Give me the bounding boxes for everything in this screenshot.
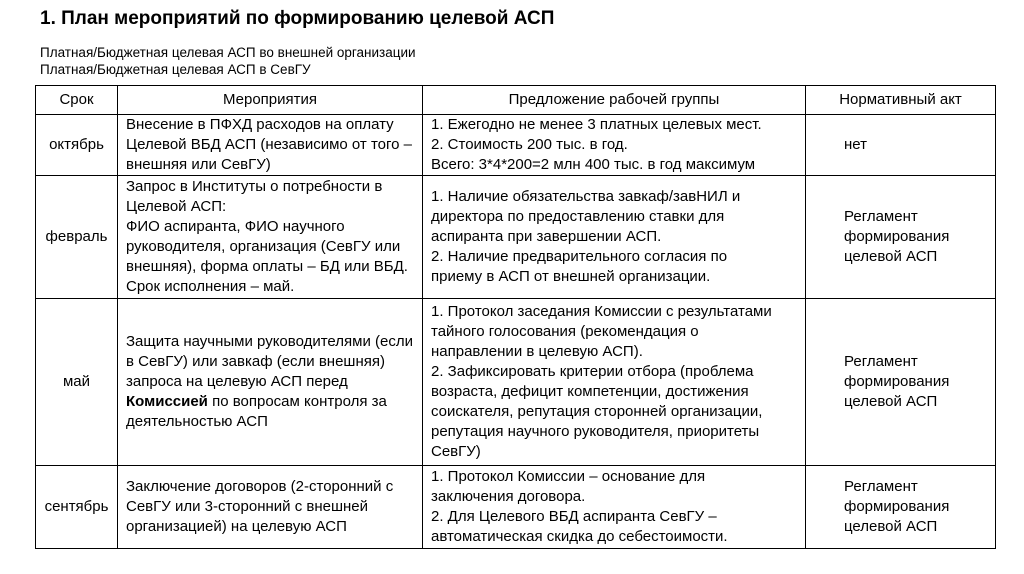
text-line: Внесение в ПФХД расходов на оплату: [126, 116, 394, 133]
text-line: Целевой ВБД АСП (независимо от того –: [126, 136, 413, 153]
text-line: Запрос в Институты о потребности в: [126, 178, 383, 195]
activity-cell: [118, 176, 423, 299]
column-header-norm: Нормативный акт: [806, 86, 996, 115]
text-line: Регламент: [844, 478, 918, 495]
activity-cell: [118, 466, 423, 549]
text-line: нет: [844, 136, 867, 153]
table-row: [36, 466, 996, 549]
table-row: [36, 176, 996, 299]
text-line: Срок исполнения – май.: [126, 278, 295, 295]
activity-cell: [118, 115, 423, 176]
activity-cell: [118, 299, 423, 466]
text-line: Регламент: [844, 208, 918, 225]
text-line: в СевГУ) или завкаф (если внешняя): [126, 353, 385, 370]
proposal-cell: [423, 299, 806, 466]
text-line: [126, 392, 414, 412]
plan-table: [35, 85, 996, 549]
text-line: формирования: [844, 228, 950, 245]
text-line: формирования: [844, 373, 950, 390]
text-line: тайного голосования (рекомендация о: [431, 323, 699, 340]
column-header-activities: Мероприятия: [118, 86, 423, 115]
text-line: Заключение договоров (2-сторонний с: [126, 478, 394, 495]
bold-commission: Комиссией: [126, 393, 208, 410]
text-line: целевой АСП: [844, 393, 938, 410]
term-cell: октябрь: [36, 115, 118, 176]
table-header-row: [36, 86, 996, 115]
column-header-term: Срок: [36, 86, 118, 115]
text-fragment: по вопросам контроля за: [207, 393, 387, 410]
text-line: Защита научными руководителями (если: [126, 333, 413, 350]
proposal-cell: [423, 176, 806, 299]
norm-cell: [806, 299, 996, 466]
text-line: организацией) на целевую АСП: [126, 518, 347, 535]
text-line: 2. Наличие предварительного согласия по: [431, 248, 728, 265]
text-line: 1. Протокол Комиссии – основание для: [431, 468, 706, 485]
text-line: соискателя, репутация сторонней организации,: [431, 403, 763, 420]
norm-cell: [806, 176, 996, 299]
text-line: СевГУ или 3-сторонний с внешней: [126, 498, 368, 515]
text-line: Всего: 3*4*200=2 млн 400 тыс. в год максимум: [431, 156, 756, 173]
text-line: 2. Стоимость 200 тыс. в год.: [431, 136, 628, 153]
proposal-cell: [423, 115, 806, 176]
text-line: 1. Ежегодно не менее 3 платных целевых мест.: [431, 116, 762, 133]
text-line: деятельностью АСП: [126, 413, 268, 430]
text-line: возраста, дефицит компетенции, достижения: [431, 383, 749, 400]
text-line: 2. Зафиксировать критерии отбора (проблема: [431, 363, 754, 380]
subtitle-sevgu: Платная/Бюджетная целевая АСП в СевГУ: [40, 62, 311, 77]
term-cell: февраль: [36, 176, 118, 299]
text-line: автоматическая скидка до себестоимости.: [431, 528, 728, 545]
text-line: 1. Протокол заседания Комиссии с результатами: [431, 303, 772, 320]
text-line: приему в АСП от внешней организации.: [431, 268, 711, 285]
column-header-proposal: Предложение рабочей группы: [423, 86, 806, 115]
text-line: целевой АСП: [844, 248, 938, 265]
text-line: внешняя), форма оплаты – БД или ВБД.: [126, 258, 408, 275]
text-line: руководителя, организация (СевГУ или: [126, 238, 401, 255]
subtitle-external: Платная/Бюджетная целевая АСП во внешней организации: [40, 45, 416, 60]
text-line: директора по предоставлению ставки для: [431, 208, 725, 225]
text-line: аспиранта при завершении АСП.: [431, 228, 662, 245]
text-line: СевГУ): [431, 443, 481, 460]
table-row: [36, 299, 996, 466]
text-line: направлении в целевую АСП).: [431, 343, 643, 360]
text-line: формирования: [844, 498, 950, 515]
text-line: целевой АСП: [844, 518, 938, 535]
text-line: Регламент: [844, 353, 918, 370]
term-cell: сентябрь: [36, 466, 118, 549]
norm-cell: [806, 466, 996, 549]
text-line: Целевой АСП:: [126, 198, 227, 215]
text-line: запроса на целевую АСП перед: [126, 373, 348, 390]
text-line: ФИО аспиранта, ФИО научного: [126, 218, 345, 235]
text-line: репутация научного руководителя, приоритеты: [431, 423, 760, 440]
norm-cell: [806, 115, 996, 176]
page-title: 1. План мероприятий по формированию целевой АСП: [40, 8, 555, 29]
term-cell: май: [36, 299, 118, 466]
text-line: внешняя или СевГУ): [126, 156, 271, 173]
text-line: 1. Наличие обязательства завкаф/завНИЛ и: [431, 188, 741, 205]
proposal-cell: [423, 466, 806, 549]
text-line: заключения договора.: [431, 488, 586, 505]
table-row: [36, 115, 996, 176]
text-line: 2. Для Целевого ВБД аспиранта СевГУ –: [431, 508, 717, 525]
